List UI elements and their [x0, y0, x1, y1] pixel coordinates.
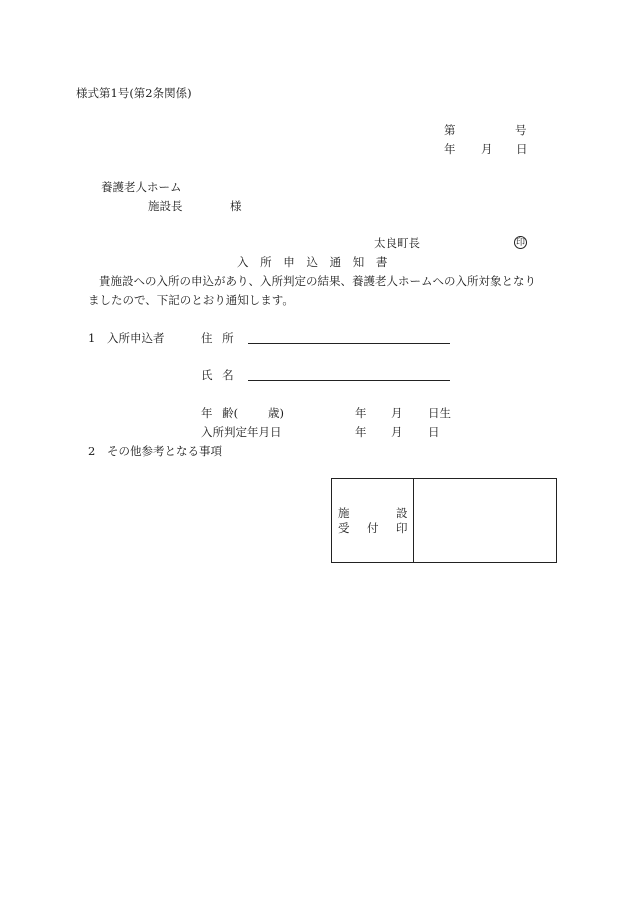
- sender-name: 太良町長: [374, 236, 420, 250]
- body-line-2: ましたので、下記のとおり通知します。: [88, 293, 294, 307]
- birth-day: 日生: [428, 406, 451, 420]
- receipt-box: [331, 478, 557, 563]
- birth-year: 年: [355, 406, 367, 420]
- name-field-line: [248, 380, 450, 381]
- addressee-home: 養護老人ホーム: [101, 180, 182, 194]
- item2-number: 2: [88, 444, 96, 458]
- address-field-line: [248, 343, 450, 344]
- body-line-1: 貴施設への入所の申込があり、入所判定の結果、養護老人ホームへの入所対象となり: [99, 274, 536, 288]
- doc-number-dai: 第: [444, 123, 456, 137]
- addressee-sama: 様: [230, 199, 242, 213]
- receipt-row2-a: 受: [338, 521, 350, 535]
- judge-date-label: 入所判定年月日: [201, 425, 282, 439]
- form-label: 様式第1号(第2条関係): [76, 86, 192, 100]
- age-suffix: 歳): [268, 406, 284, 420]
- item1-label: 入所申込者: [107, 331, 165, 345]
- item2-label: その他参考となる事項: [107, 444, 222, 458]
- judge-month: 月: [391, 425, 403, 439]
- age-label: 年 齢(: [201, 406, 239, 420]
- birth-month: 月: [391, 406, 403, 420]
- name-label: 氏 名: [201, 368, 234, 382]
- addressee-director: 施設長: [148, 199, 183, 213]
- receipt-row2-b: 付: [367, 521, 379, 535]
- judge-day: 日: [428, 425, 440, 439]
- document-title: 入 所 申 込 通 知 書: [237, 255, 388, 269]
- seal-mark: 印: [515, 238, 525, 248]
- receipt-row1-b: 設: [396, 506, 408, 520]
- date-day: 日: [516, 142, 528, 156]
- doc-number-go: 号: [515, 123, 527, 137]
- receipt-row1-a: 施: [338, 506, 350, 520]
- receipt-row2-c: 印: [396, 521, 408, 535]
- date-year: 年: [444, 142, 456, 156]
- item1-number: 1: [88, 331, 96, 345]
- judge-year: 年: [355, 425, 367, 439]
- date-month: 月: [481, 142, 493, 156]
- receipt-box-divider: [413, 478, 414, 563]
- address-label: 住 所: [201, 331, 234, 345]
